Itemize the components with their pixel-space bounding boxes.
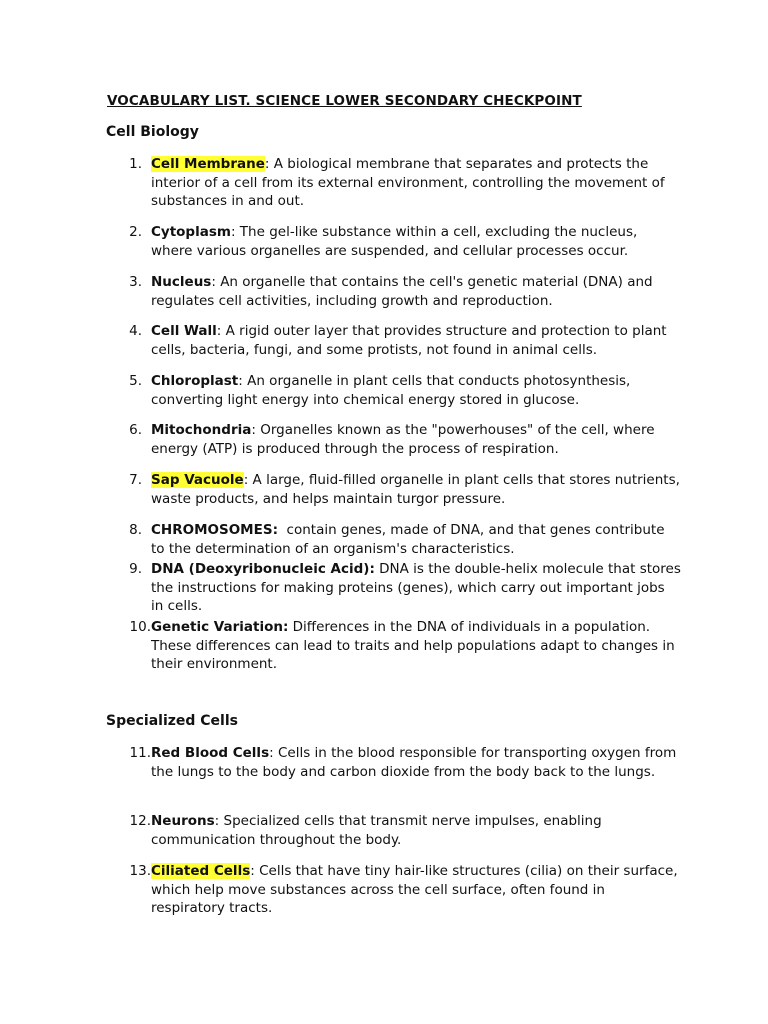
document-title: VOCABULARY LIST. SCIENCE LOWER SECONDARY CHECKPOINT [107, 93, 582, 109]
vocab-item [129, 521, 681, 558]
vocab-item [129, 273, 681, 310]
item-number: 9. [129, 561, 142, 577]
item-number: 10. [129, 619, 151, 635]
item-number: 8. [129, 522, 142, 538]
item-term: Nucleus [151, 274, 212, 290]
item-number: 11. [129, 745, 151, 761]
item-definition: DNA is the double-helix molecule that stores the instructions for making proteins (genes), which carry out important jobs in cells. [151, 561, 681, 615]
item-definition: A biological membrane that separates and protects the interior of a cell from its external environment, controlling the movement of substances in and out. [151, 156, 665, 210]
item-term: Red Blood Cells [151, 745, 270, 761]
item-separator: : [243, 472, 249, 488]
vocab-item [129, 618, 681, 674]
item-separator: : [214, 813, 220, 829]
item-definition: A rigid outer layer that provides structure and protection to plant cells, bacteria, fungi, and some protists, not found in animal cells. [151, 323, 667, 358]
item-definition: Cells that have tiny hair-like structures (cilia) on their surface, which help move substances across the cell surface, often found in respiratory tracts. [151, 863, 678, 917]
vocab-item [129, 421, 681, 458]
section-heading-specialized-cells: Specialized Cells [106, 713, 238, 729]
item-definition: The gel-like substance within a cell, excluding the nucleus, where various organelles are suspended, and cellular processes occur. [151, 224, 638, 259]
item-number: 7. [129, 472, 142, 488]
item-number: 3. [129, 274, 142, 290]
item-term: Genetic Variation: [151, 619, 289, 635]
item-separator: : [230, 224, 236, 240]
item-term: Mitochondria [151, 422, 252, 438]
item-separator: : [211, 274, 216, 290]
item-term: Sap Vacuole [151, 472, 244, 488]
vocab-item [129, 812, 681, 849]
item-separator: : [251, 422, 256, 438]
item-term: Cell Membrane [151, 156, 265, 172]
item-term: Cytoplasm [151, 224, 231, 240]
item-term: CHROMOSOMES: [151, 522, 278, 538]
section-heading-cell-biology: Cell Biology [106, 124, 199, 140]
vocab-item [129, 155, 681, 211]
vocab-item [129, 471, 681, 508]
item-definition: An organelle in plant cells that conducts photosynthesis, converting light energy into chemical energy stored in glucose. [151, 373, 631, 408]
item-separator: : [269, 745, 274, 761]
item-term: Cell Wall [151, 323, 217, 339]
item-number: 5. [129, 373, 142, 389]
item-number: 1. [129, 156, 142, 172]
item-term: DNA (Deoxyribonucleic Acid): [151, 561, 375, 577]
item-number: 13. [129, 863, 151, 879]
item-number: 4. [129, 323, 142, 339]
item-term: Ciliated Cells [151, 863, 251, 879]
vocab-item [129, 372, 681, 409]
item-definition: Specialized cells that transmit nerve impulses, enabling communication throughout the body. [151, 813, 602, 848]
vocab-item [129, 862, 681, 918]
item-definition: Differences in the DNA of individuals in a population. These differences can lead to traits and help populations adapt to changes in their environment. [151, 619, 675, 673]
item-number: 12. [129, 813, 151, 829]
item-separator: : [238, 373, 243, 389]
vocab-item [129, 560, 681, 616]
item-definition: An organelle that contains the cell's genetic material (DNA) and regulates cell activities, including growth and reproduction. [151, 274, 653, 309]
item-separator: : [264, 156, 270, 172]
item-separator: : [250, 863, 255, 879]
item-definition: contain genes, made of DNA, and that genes contribute to the determination of an organism's characteristics. [151, 522, 669, 557]
item-number: 6. [129, 422, 142, 438]
vocab-item [129, 223, 681, 260]
item-definition: Organelles known as the "powerhouses" of the cell, where energy (ATP) is produced through the process of respiration. [151, 422, 655, 457]
item-definition: A large, fluid-filled organelle in plant cells that stores nutrients, waste products, and helps maintain turgor pressure. [151, 472, 680, 507]
item-definition: Cells in the blood responsible for transporting oxygen from the lungs to the body and carbon dioxide from the body back to the lungs. [151, 745, 677, 780]
item-number: 2. [129, 224, 142, 240]
vocab-item [129, 322, 681, 359]
item-term: Chloroplast [151, 373, 239, 389]
item-separator: : [216, 323, 222, 339]
vocab-item [129, 744, 681, 781]
item-term: Neurons [151, 813, 215, 829]
